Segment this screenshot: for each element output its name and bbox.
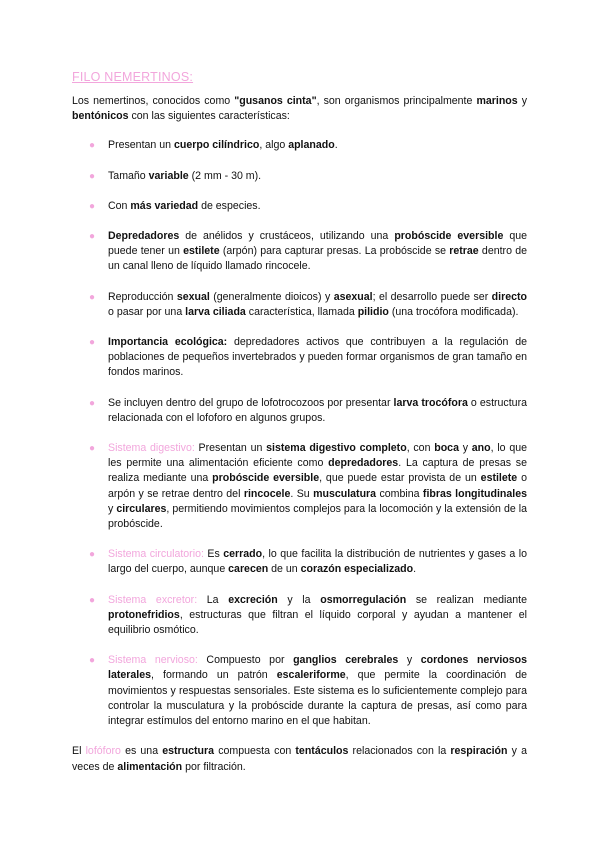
highlight-text: lofóforo	[85, 745, 121, 758]
text-run: y a veces de	[72, 745, 528, 773]
text-run: o pasar por una	[108, 305, 186, 318]
list-item	[72, 138, 527, 153]
text-run: se realizan mediante	[406, 593, 527, 606]
bullet-icon: ●	[89, 337, 96, 349]
bold-text: osmorregulación	[320, 593, 407, 606]
bold-text: depredadores	[328, 457, 399, 470]
list-item	[72, 441, 527, 532]
bold-text: estilete	[183, 245, 220, 258]
text-run: . La captura de presas se realiza mediante una	[108, 457, 527, 485]
highlight-text: Sistema digestivo:	[108, 442, 195, 455]
bold-text: asexual	[333, 290, 373, 303]
intro-paragraph	[72, 94, 527, 124]
bold-text: fibras longitudinales	[422, 487, 527, 500]
bold-text: circulares	[116, 502, 167, 515]
text-run: .	[334, 139, 338, 152]
text-run: , estructuras que filtran el líquido corporal y ayudan a mantener el equilibrio osmótico.	[108, 608, 527, 637]
text-run: Compuesto por	[197, 654, 294, 667]
bold-text: cuerpo cilíndrico	[173, 139, 260, 152]
bold-text: probóscide eversible	[212, 472, 320, 485]
bold-text: más variedad	[130, 199, 199, 212]
text-run: y	[108, 502, 117, 515]
list-item	[72, 593, 527, 639]
bullet-icon: ●	[89, 549, 96, 561]
text-run: , son organismos principalmente	[316, 95, 477, 107]
text-run: relacionados con la	[348, 745, 451, 758]
bold-text: variable	[148, 169, 189, 182]
bold-text: alimentación	[117, 760, 183, 773]
bold-text: pilidio	[357, 305, 389, 318]
bold-text: estructura	[162, 745, 215, 758]
bold-text: ganglios cerebrales	[293, 654, 399, 667]
text-run: Presentan un	[108, 139, 174, 152]
text-run: , lo que facilita la distribución de nutrientes y gases a lo largo del cuerpo, aunque	[108, 548, 528, 576]
text-run: es una	[120, 745, 163, 758]
list-item	[72, 199, 527, 214]
highlight-text: Sistema excretor:	[108, 593, 198, 606]
text-run: o estructura relacionada con el lofoforo en algunos grupos.	[108, 396, 527, 424]
text-run: (2 mm - 30 m).	[188, 169, 262, 182]
bold-text: tentáculos	[295, 745, 349, 758]
text-run: Con	[108, 199, 131, 212]
bold-text: cerrado	[223, 548, 263, 561]
list-item	[72, 396, 527, 426]
text-run: , formando un patrón	[151, 669, 277, 682]
bold-text: larva trocófora	[393, 396, 468, 409]
list-item	[72, 229, 527, 275]
text-run: Tamaño	[108, 169, 149, 182]
text-run: (generalmente dioicos) y	[209, 290, 334, 303]
bullet-icon: ●	[89, 655, 96, 667]
bold-text: marinos	[476, 95, 518, 107]
text-run: La	[197, 593, 229, 606]
list-item	[72, 169, 527, 184]
bold-text: rincocele	[243, 487, 291, 500]
closing-paragraph	[72, 744, 527, 774]
text-run: (arpón) para capturar presas. La probóscide se	[219, 245, 450, 258]
text-run: , permitiendo movimientos complejos para la locomoción y la extensión de la probóscide.	[108, 502, 528, 531]
text-run: dentro de un canal lleno de líquido llamado rincocele.	[108, 245, 527, 273]
bold-text: corazón especializado	[300, 563, 414, 576]
bullet-icon: ●	[89, 170, 96, 182]
text-run: El	[72, 745, 86, 758]
bullet-icon: ●	[89, 397, 96, 409]
text-run: que puede tener un	[108, 230, 528, 258]
text-run: y la	[277, 593, 321, 606]
text-run: Presentan un	[194, 442, 267, 455]
text-run: de anélidos y crustáceos, utilizando una	[179, 230, 395, 243]
bold-text: escaleriforme	[276, 669, 346, 682]
bullet-icon: ●	[89, 291, 96, 303]
bold-text: retrae	[449, 245, 479, 258]
bold-text: carecen	[228, 563, 269, 576]
text-run: , algo	[259, 139, 289, 152]
text-run: , que permite la coordinación de movimientos y respuestas sensoriales. Este sistema es lo suficientemente complejo para controlar la musculatura y la probóscide durante la captura de presas, así como para integrar estímulos del entorno marino en el que habitan.	[108, 669, 528, 728]
text-run: Se incluyen dentro del grupo de lofotrocozoos por presentar	[108, 396, 394, 409]
text-run: con las siguientes características:	[128, 110, 290, 123]
text-run: Reproducción	[108, 290, 177, 303]
bullet-icon: ●	[89, 594, 96, 606]
bold-text: "gusanos cinta"	[234, 95, 317, 107]
bold-text: protonefridios	[108, 608, 180, 621]
bold-text: larva ciliada	[185, 305, 246, 318]
list-item	[72, 290, 527, 320]
bold-text: excreción	[228, 593, 278, 606]
list-item	[72, 653, 527, 729]
text-run: ; el desarrollo puede ser	[372, 290, 492, 303]
text-run: Los nemertinos, conocidos como	[72, 95, 235, 107]
bold-text: boca	[434, 442, 459, 455]
text-run: depredadores activos que contribuyen a la regulación de poblaciones de pequeños invertebrados y pueden formar organismos de gran tamaño en fondos marinos.	[108, 336, 527, 379]
bold-text: ano	[471, 442, 491, 455]
text-run: característica, llamada	[245, 305, 358, 318]
bold-text: sexual	[176, 290, 210, 303]
bold-text: aplanado	[288, 139, 335, 152]
bullet-icon: ●	[89, 140, 96, 152]
text-run: de especies.	[198, 199, 261, 212]
text-run: por filtración.	[182, 760, 246, 773]
bold-text: Depredadores	[108, 230, 180, 243]
bold-text: estilete	[480, 472, 518, 485]
bullet-icon: ●	[89, 231, 96, 243]
text-run: .	[413, 563, 417, 576]
bold-text: sistema digestivo completo	[266, 442, 407, 455]
highlight-text: Sistema circulatorio:	[108, 548, 204, 561]
text-run: y	[517, 95, 528, 107]
bold-text: Importancia ecológica:	[108, 336, 228, 349]
text-run: , lo que les permite una alimentación eficiente como	[108, 442, 527, 470]
text-run: de un	[268, 563, 301, 576]
bold-text: respiración	[450, 745, 508, 758]
highlight-text: Sistema nervioso:	[108, 654, 198, 667]
list-item	[72, 547, 527, 577]
bold-text: directo	[491, 290, 527, 303]
bullet-icon: ●	[89, 443, 96, 455]
text-run: combina	[376, 487, 423, 500]
text-run: o arpón y se retrae dentro del	[108, 472, 527, 500]
text-run: Es	[203, 548, 224, 561]
text-run: y	[398, 654, 421, 667]
text-run: y	[458, 442, 472, 455]
document-page	[72, 70, 527, 775]
characteristics-list	[72, 138, 527, 729]
bold-text: bentónicos	[72, 110, 129, 123]
bold-text: cordones nerviosos laterales	[108, 654, 528, 682]
text-run: , con	[406, 442, 435, 455]
bold-text: musculatura	[313, 487, 377, 500]
text-run: (una trocófora modificada).	[388, 305, 519, 318]
bullet-icon: ●	[89, 200, 96, 212]
text-run: , que puede estar provista de un	[319, 472, 481, 485]
document-title: FILO NEMERTINOS:	[72, 70, 194, 84]
text-run: compuesta con	[214, 745, 296, 758]
bold-text: probóscide eversible	[394, 230, 504, 243]
text-run: . Su	[290, 487, 314, 500]
list-item	[72, 335, 527, 381]
